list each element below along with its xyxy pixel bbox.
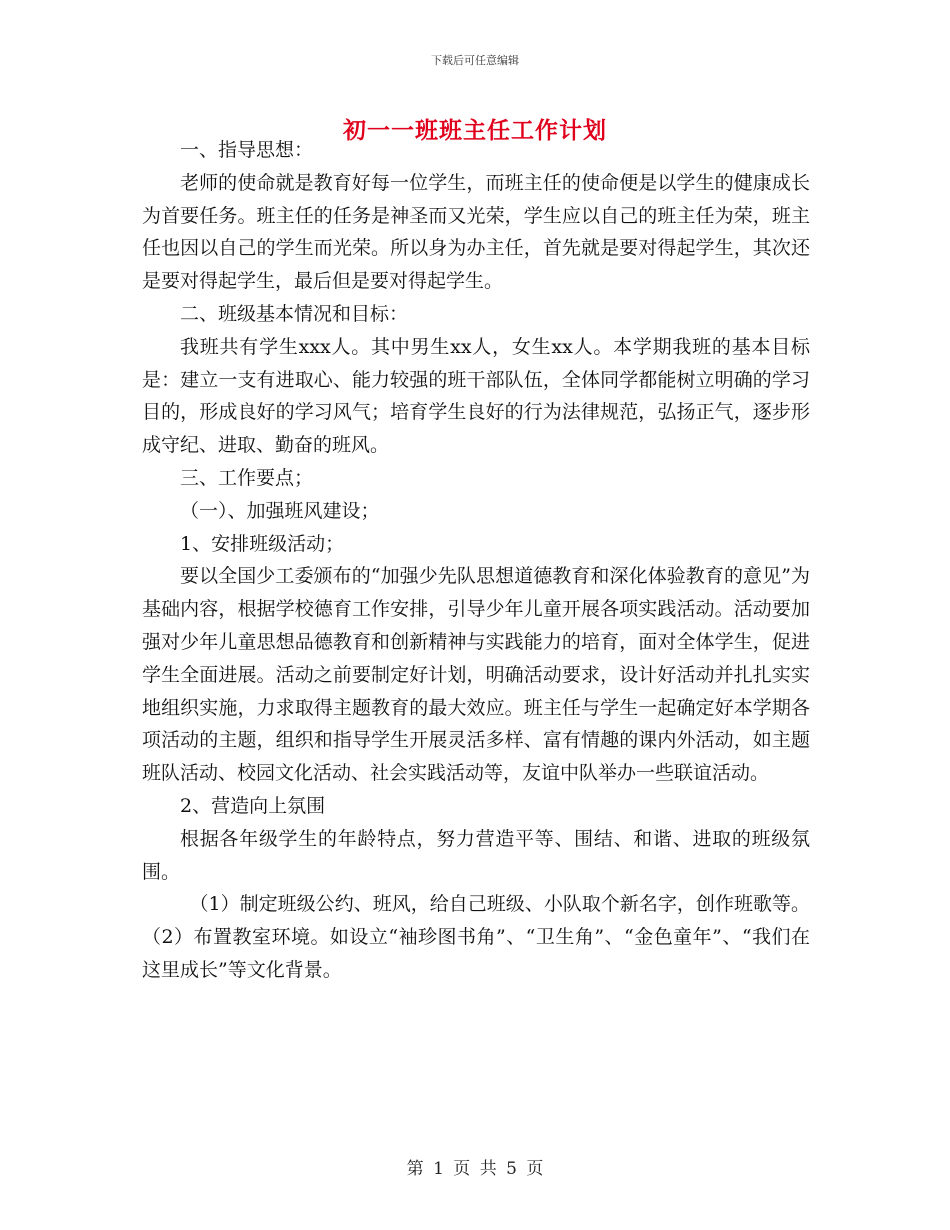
document-title: 初一一班班主任工作计划 — [343, 117, 607, 144]
item-heading-atmosphere: 2、营造向上氛围 — [180, 794, 326, 817]
page-footer: 第 1 页 共 5 页 — [406, 1159, 544, 1179]
section-heading-work-points: 三、工作要点； — [180, 466, 314, 489]
paragraph-class-situation: 我班共有学生xxx人。其中男生xx人，女生xx人。本学期我班的基本目标是：建立一支有进取心、能力较强的班干部队伍，全体同学都能树立明确的学习目的，形成良好的学习风气；培育学生良好的行为法律规范，弘扬正气，逐步形成守纪、进取、勤奋的班风。 — [142, 335, 810, 457]
paragraph-class-convention: （1）制定班级公约、班风，给自己班级、小队取个新名字，创作班歌等。（2）布置教室环境。如设立“袖珍图书角”、“卫生角”、“金色童年”、“我们在这里成长”等文化背景。 — [142, 893, 810, 981]
section-heading-class-situation: 二、班级基本情况和目标： — [180, 302, 409, 325]
paragraph-atmosphere: 根据各年级学生的年龄特点，努力营造平等、围结、和谐、进取的班级氛围。 — [142, 827, 810, 883]
paragraph-guiding-thought: 老师的使命就是教育好每一位学生，而班主任的使命便是以学生的健康成长为首要任务。班主任的任务是神圣而又光荣，学生应以自己的班主任为荣，班主任也因以自己的学生而光荣。所以身为办主任，首先就是要对得起学生，其次还是要对得起学生，最后但是要对得起学生。 — [142, 171, 810, 293]
section-heading-guiding-thought: 一、指导思想： — [180, 139, 314, 161]
document-body — [142, 134, 810, 987]
item-heading-class-activities: 1、安排班级活动； — [180, 532, 345, 555]
subsection-heading-class-style: （一）、加强班风建设； — [180, 499, 380, 522]
paragraph-class-activities: 要以全国少工委颁布的“加强少先队思想道德教育和深化体验教育的意见”为基础内容，根据学校德育工作安排，引导少年儿童开展各项实践活动。活动要加强对少年儿童思想品德教育和创新精神与实践能力的培育，面对全体学生，促进学生全面进展。活动之前要制定好计划，明确活动要求，设计好活动并扎扎实实地组织实施，力求取得主题教育的最大效应。班主任与学生一起确定好本学期各项活动的主题，组织和指导学生开展灵活多样、富有情趣的课内外活动，如主题班队活动、校园文化活动、社会实践活动等，友谊中队举办一些联谊活动。 — [142, 565, 810, 785]
page-header: 下载后可任意编辑 — [431, 54, 519, 67]
